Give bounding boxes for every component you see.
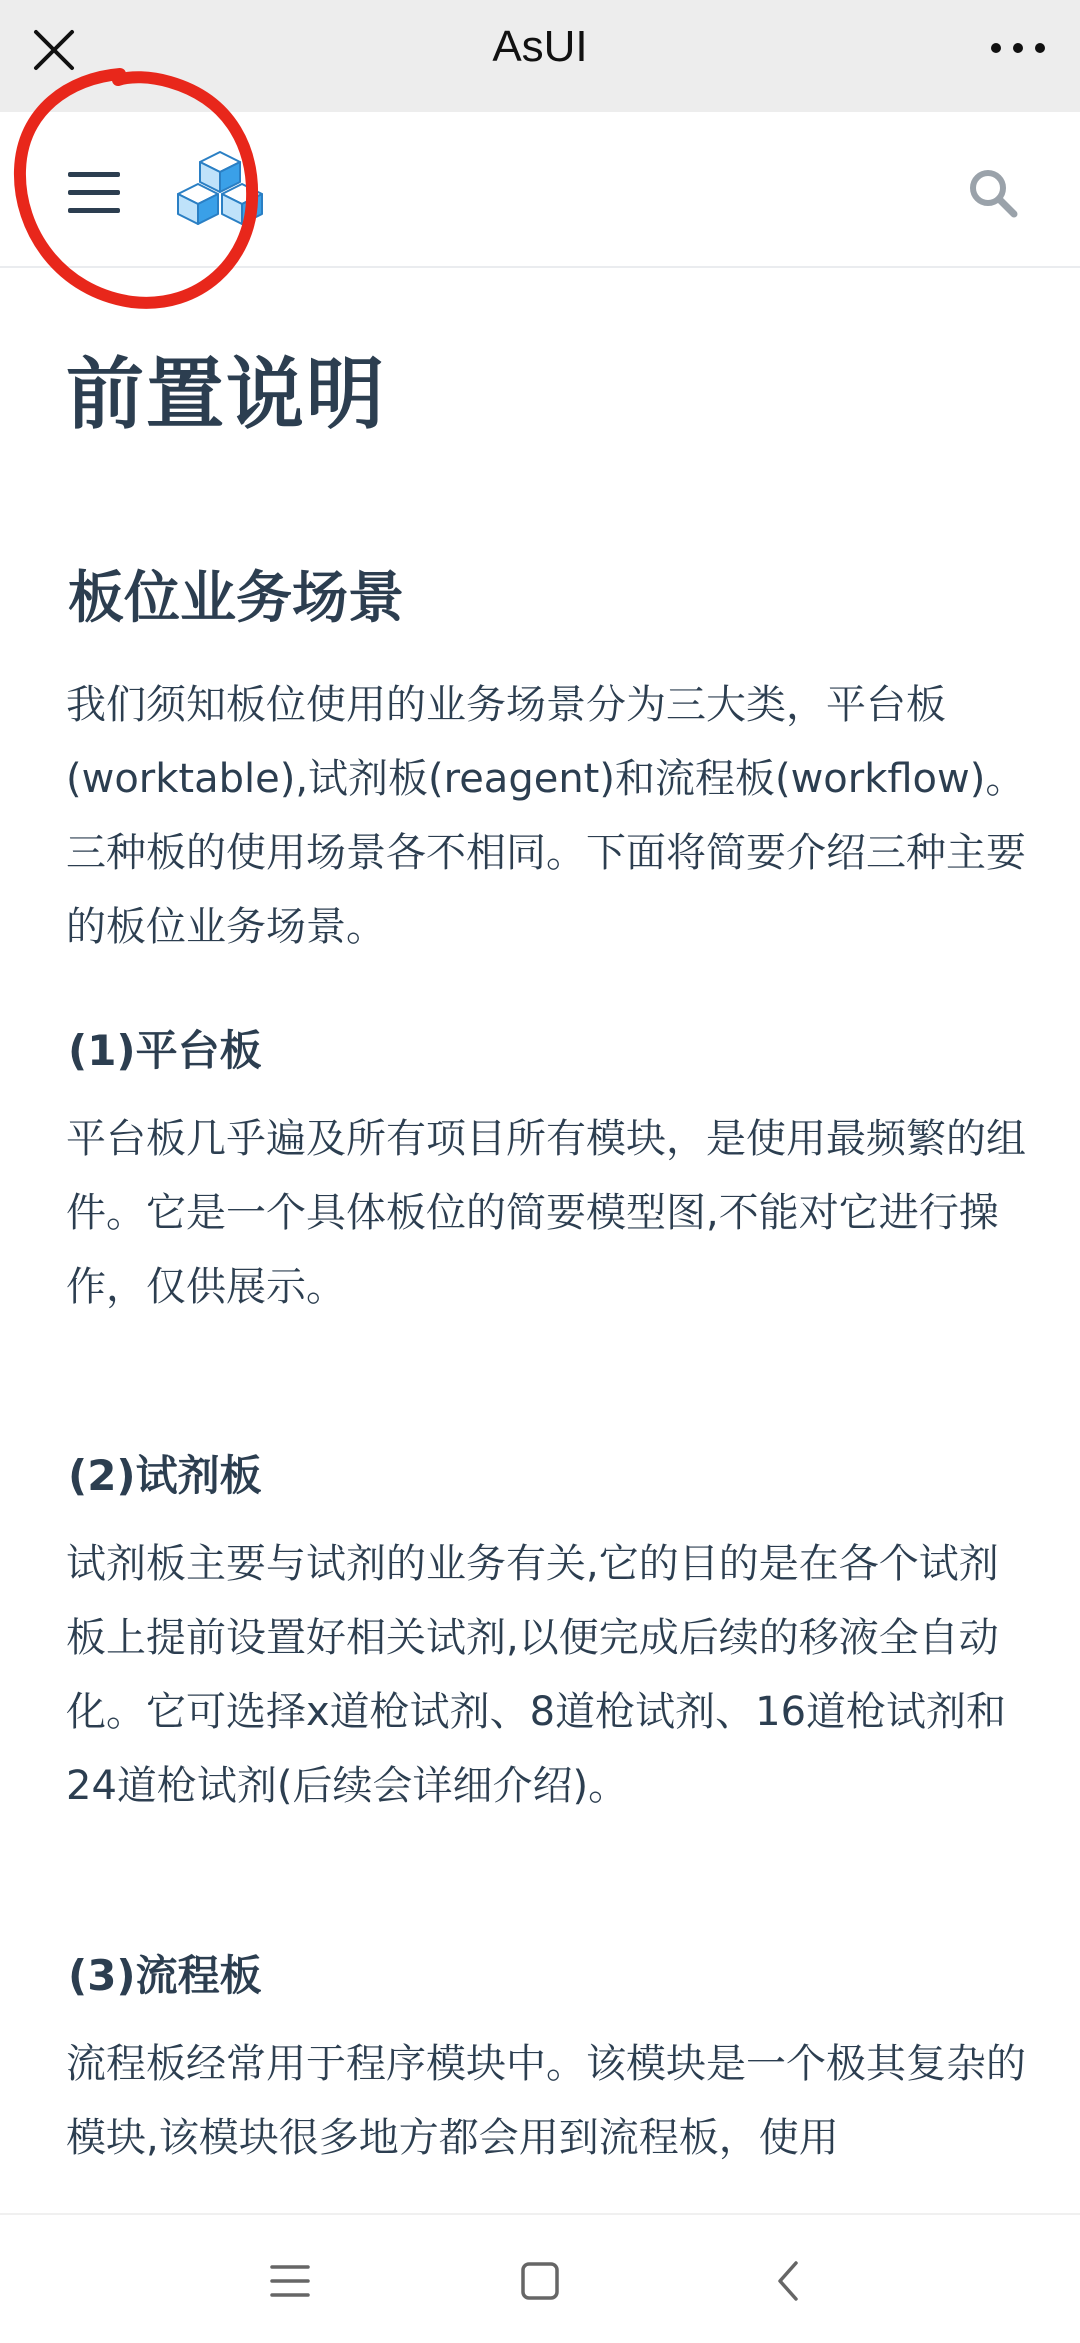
item-heading-workflow: (3)流程板 [68, 1951, 262, 2000]
search-icon[interactable] [966, 166, 1020, 220]
site-navbar [0, 112, 1080, 268]
system-nav-bar [0, 2213, 1080, 2343]
page-title: AsUI [492, 22, 588, 71]
intro-paragraph: 我们须知板位使用的业务场景分为三大类，平台板(worktable),试剂板(reagent)和流程板(workflow)。三种板的使用场景各不相同。下面将简要介绍三种主要的板位业务场景。 [66, 682, 1026, 950]
item-text-reagent: 试剂板主要与试剂的业务有关,它的目的是在各个试剂板上提前设置好相关试剂,以便完成后续的移液全自动化。它可选择x道枪试剂、8道枪试剂、16道枪试剂和24道枪试剂(后续会详细介绍)。 [66, 1541, 1007, 1809]
hamburger-menu-icon[interactable] [62, 160, 126, 224]
webview-top-bar [0, 0, 1080, 112]
section-heading: 板位业务场景 [68, 566, 404, 631]
article-content [66, 268, 1026, 2213]
recent-apps-icon[interactable] [260, 2251, 320, 2311]
home-icon[interactable] [510, 2251, 570, 2311]
back-icon[interactable] [760, 2251, 820, 2311]
more-dots-icon[interactable] [986, 28, 1050, 68]
item-heading-worktable: (1)平台板 [68, 1026, 262, 1075]
article-title: 前置说明 [66, 350, 387, 440]
cube-logo-icon[interactable] [174, 148, 266, 240]
item-text-worktable: 平台板几乎遍及所有项目所有模块，是使用最频繁的组件。它是一个具体板位的简要模型图,不能对它进行操作，仅供展示。 [66, 1116, 1026, 1310]
item-heading-reagent: (2)试剂板 [68, 1451, 262, 1500]
item-text-workflow: 流程板经常用于程序模块中。该模块是一个极其复杂的模块,该模块很多地方都会用到流程板，使用 [66, 2041, 1026, 2161]
